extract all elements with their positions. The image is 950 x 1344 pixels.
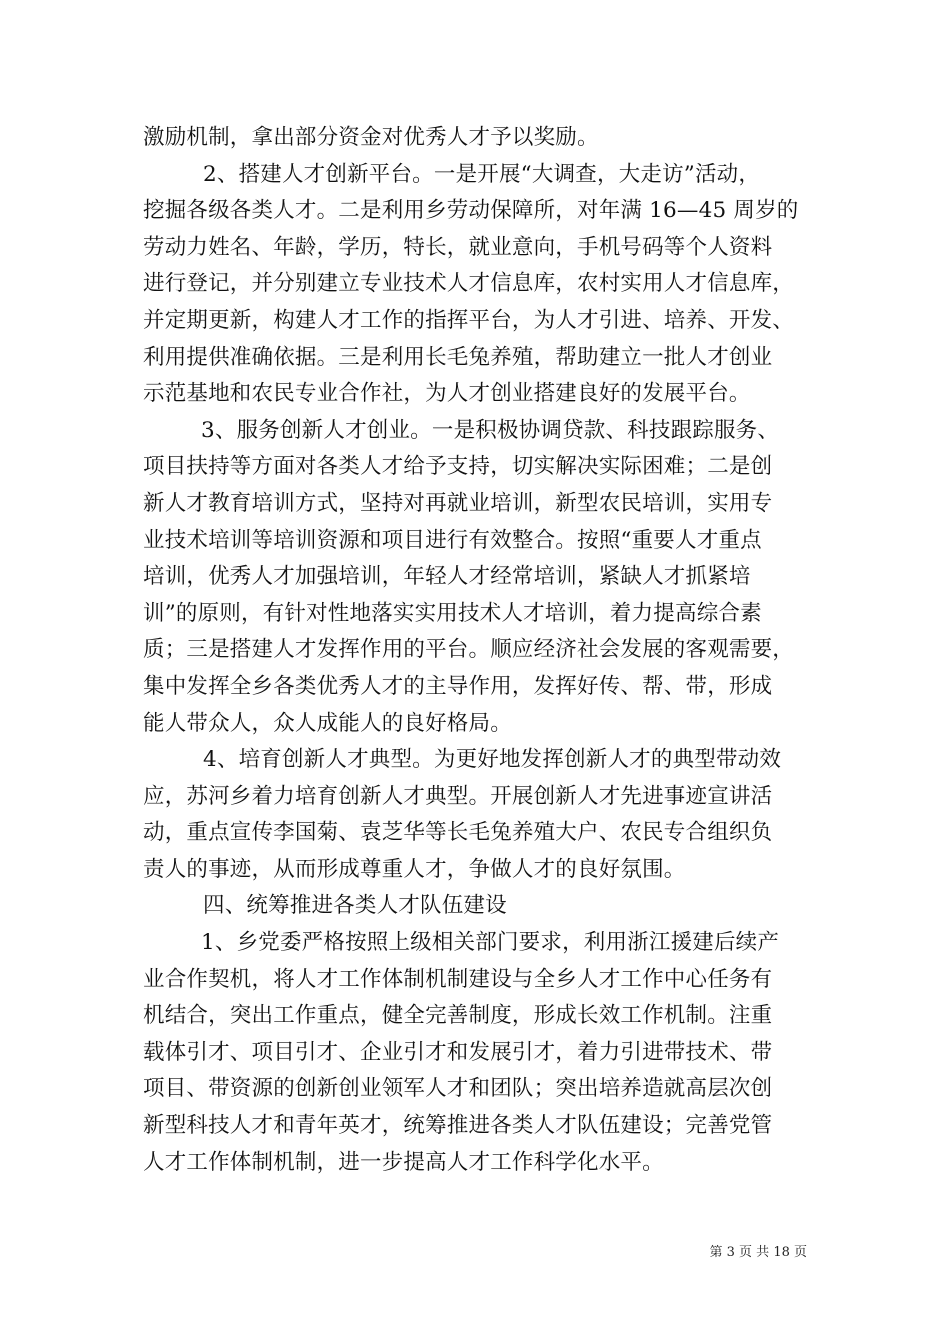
text-line: 责人的事迹，从而形成尊重人才，争做人才的良好氛围。 bbox=[143, 856, 686, 882]
text-line: 业技术培训等培训资源和项目进行有效整合。按照“重要人才重点 bbox=[143, 527, 762, 553]
paragraph-heading-1: 1、乡党委严格按照上级相关部门要求，利用浙江援建后续产 bbox=[201, 930, 780, 956]
paragraph-heading-3: 3、服务创新人才创业。一是积极协调贷款、科技跟踪服务、 bbox=[201, 417, 780, 443]
paragraph-heading-2: 2、搭建人才创新平台。一是开展“大调查，大走访”活动， bbox=[203, 161, 761, 187]
text-line: 集中发挥全乡各类优秀人才的主导作用，发挥好传、帮、带，形成 bbox=[143, 673, 773, 699]
document-body bbox=[143, 120, 823, 1181]
text-line: 并定期更新，构建人才工作的指挥平台，为人才引进、培养、开发、 bbox=[143, 307, 795, 333]
text-line: 项目、带资源的创新创业领军人才和团队；突出培养造就高层次创 bbox=[143, 1076, 773, 1102]
text-line: 应，苏河乡着力培育创新人才典型。开展创新人才先进事迹宣讲活 bbox=[143, 783, 773, 809]
text-line: 进行登记，并分别建立专业技术人才信息库，农村实用人才信息库， bbox=[143, 271, 795, 297]
text-line: 劳动力姓名、年龄，学历，特长，就业意向，手机号码等个人资料 bbox=[143, 234, 773, 260]
text-line: 培训，优秀人才加强培训，年轻人才经常培训，紧缺人才抓紧培 bbox=[143, 564, 751, 590]
text-line: 挖掘各级各类人才。二是利用乡劳动保障所，对年满 16—45 周岁的 bbox=[143, 198, 799, 224]
text-line: 业合作契机，将人才工作体制机制建设与全乡人才工作中心任务有 bbox=[143, 966, 773, 992]
text-line: 新人才教育培训方式，坚持对再就业培训，新型农民培训，实用专 bbox=[143, 490, 773, 516]
text-line: 训”的原则，有针对性地落实实用技术人才培训，着力提高综合素 bbox=[143, 600, 762, 626]
text-line: 项目扶持等方面对各类人才给予支持，切实解决实际困难；二是创 bbox=[143, 454, 773, 480]
text-line: 机结合，突出工作重点，健全完善制度，形成长效工作机制。注重 bbox=[143, 1003, 773, 1029]
section-heading: 四、统筹推进各类人才队伍建设 bbox=[203, 893, 507, 919]
text-line: 人才工作体制机制，进一步提高人才工作科学化水平。 bbox=[143, 1149, 664, 1175]
text-line: 能人带众人，众人成能人的良好格局。 bbox=[143, 710, 512, 736]
text-line: 示范基地和农民专业合作社，为人才创业搭建良好的发展平台。 bbox=[143, 381, 751, 407]
text-line: 新型科技人才和青年英才，统筹推进各类人才队伍建设；完善党管 bbox=[143, 1113, 773, 1139]
page-number-footer: 第 3 页 共 18 页 bbox=[709, 1245, 807, 1260]
text-line: 激励机制，拿出部分资金对优秀人才予以奖励。 bbox=[143, 125, 599, 150]
paragraph-heading-4: 4、培育创新人才典型。为更好地发挥创新人才的典型带动效 bbox=[203, 747, 782, 773]
text-line: 质；三是搭建人才发挥作用的平台。顺应经济社会发展的客观需要， bbox=[143, 637, 795, 663]
text-line: 利用提供准确依据。三是利用长毛兔养殖，帮助建立一批人才创业 bbox=[143, 344, 773, 370]
text-line: 载体引才、项目引才、企业引才和发展引才，着力引进带技术、带 bbox=[143, 1039, 773, 1065]
text-line: 动，重点宣传李国菊、袁芝华等长毛兔养殖大户、农民专合组织负 bbox=[143, 820, 773, 846]
